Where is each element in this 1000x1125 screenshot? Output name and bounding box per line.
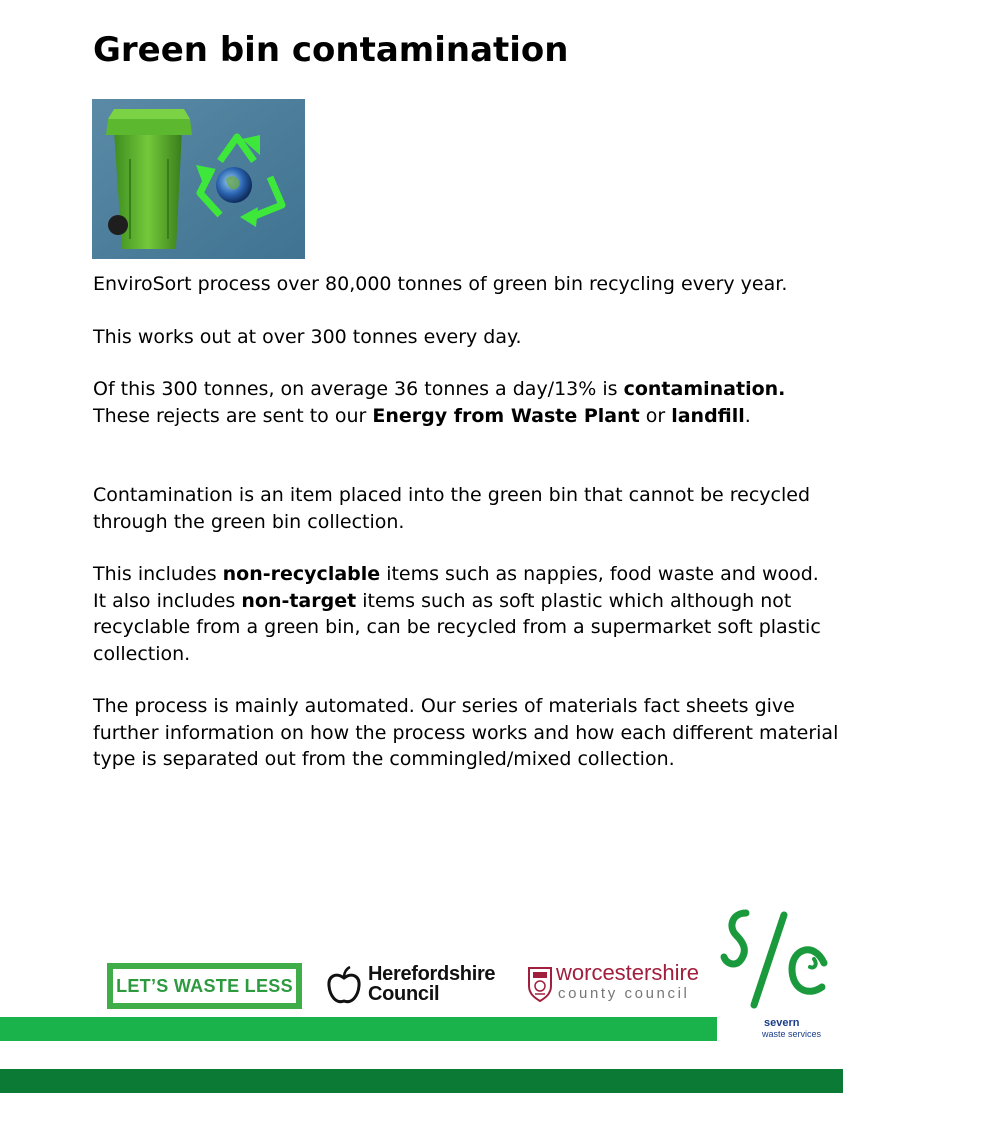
text-run: . [744, 404, 751, 427]
paragraph-throughput: EnviroSort process over 80,000 tonnes of green bin recycling every year. [93, 273, 788, 295]
text-run: items such as soft plastic which although not recyclable from a green bin, can be recycled from a supermarket soft plastic collection. [93, 589, 821, 665]
paragraph-daily: This works out at over 300 tonnes every day. [93, 325, 522, 348]
text-run: or [639, 404, 672, 427]
severn-sub: waste services [762, 1029, 822, 1039]
paragraph-contamination-rate [93, 376, 853, 429]
paragraph-definition: Contamination is an item placed into the green bin that cannot be recycled through the green bin collection. [93, 484, 810, 533]
footer-bar-dark [0, 1069, 843, 1093]
herefordshire-council-name [368, 964, 495, 1004]
bold-contamination: contamination. [623, 378, 786, 400]
text-run: This includes [93, 563, 223, 585]
text-run: items such as nappies, food waste and wood. [380, 563, 819, 585]
herefordshire-council-logo [326, 964, 516, 1008]
severn-swirl-logo-icon [718, 905, 838, 1017]
text-run: It also includes [93, 589, 242, 612]
apple-icon [326, 966, 362, 1006]
severn-name: severn [764, 1017, 800, 1029]
worcestershire-sub: county council [558, 985, 690, 1002]
wheelie-bin-icon [92, 99, 305, 259]
text-run: These rejects are sent to our [93, 404, 373, 427]
herefordshire-line2: Council [368, 983, 440, 1005]
worcestershire-name: worcestershire [556, 960, 700, 985]
herefordshire-line1: Herefordshire [368, 963, 496, 985]
footer-bar-light [0, 1017, 717, 1041]
green-bin-recycle-image [92, 99, 305, 259]
bold-landfill: landfill [671, 404, 745, 427]
crest-icon [527, 964, 553, 1002]
bold-non-recyclable: non-recyclable [222, 563, 381, 585]
bold-non-target: non-target [241, 589, 357, 612]
page-title: Green bin contamination [93, 30, 569, 70]
text-run: Of this 300 tonnes, on average 36 tonnes a day/13% is [93, 378, 624, 400]
bold-energy-from-waste: Energy from Waste Plant [372, 404, 640, 427]
worcestershire-county-council-logo [527, 960, 717, 1010]
lets-waste-less-logo [107, 963, 302, 1009]
paragraph-examples [93, 561, 853, 667]
lets-waste-less-text: LET’S WASTE LESS [111, 967, 298, 1005]
severn-waste-services-logo [718, 905, 838, 1040]
footer-logos [0, 900, 1000, 1125]
paragraph-process: The process is mainly automated. Our series of materials fact sheets give further information on how the process works and how each different material type is separated out from the commingled/mixed collection. [93, 695, 839, 770]
